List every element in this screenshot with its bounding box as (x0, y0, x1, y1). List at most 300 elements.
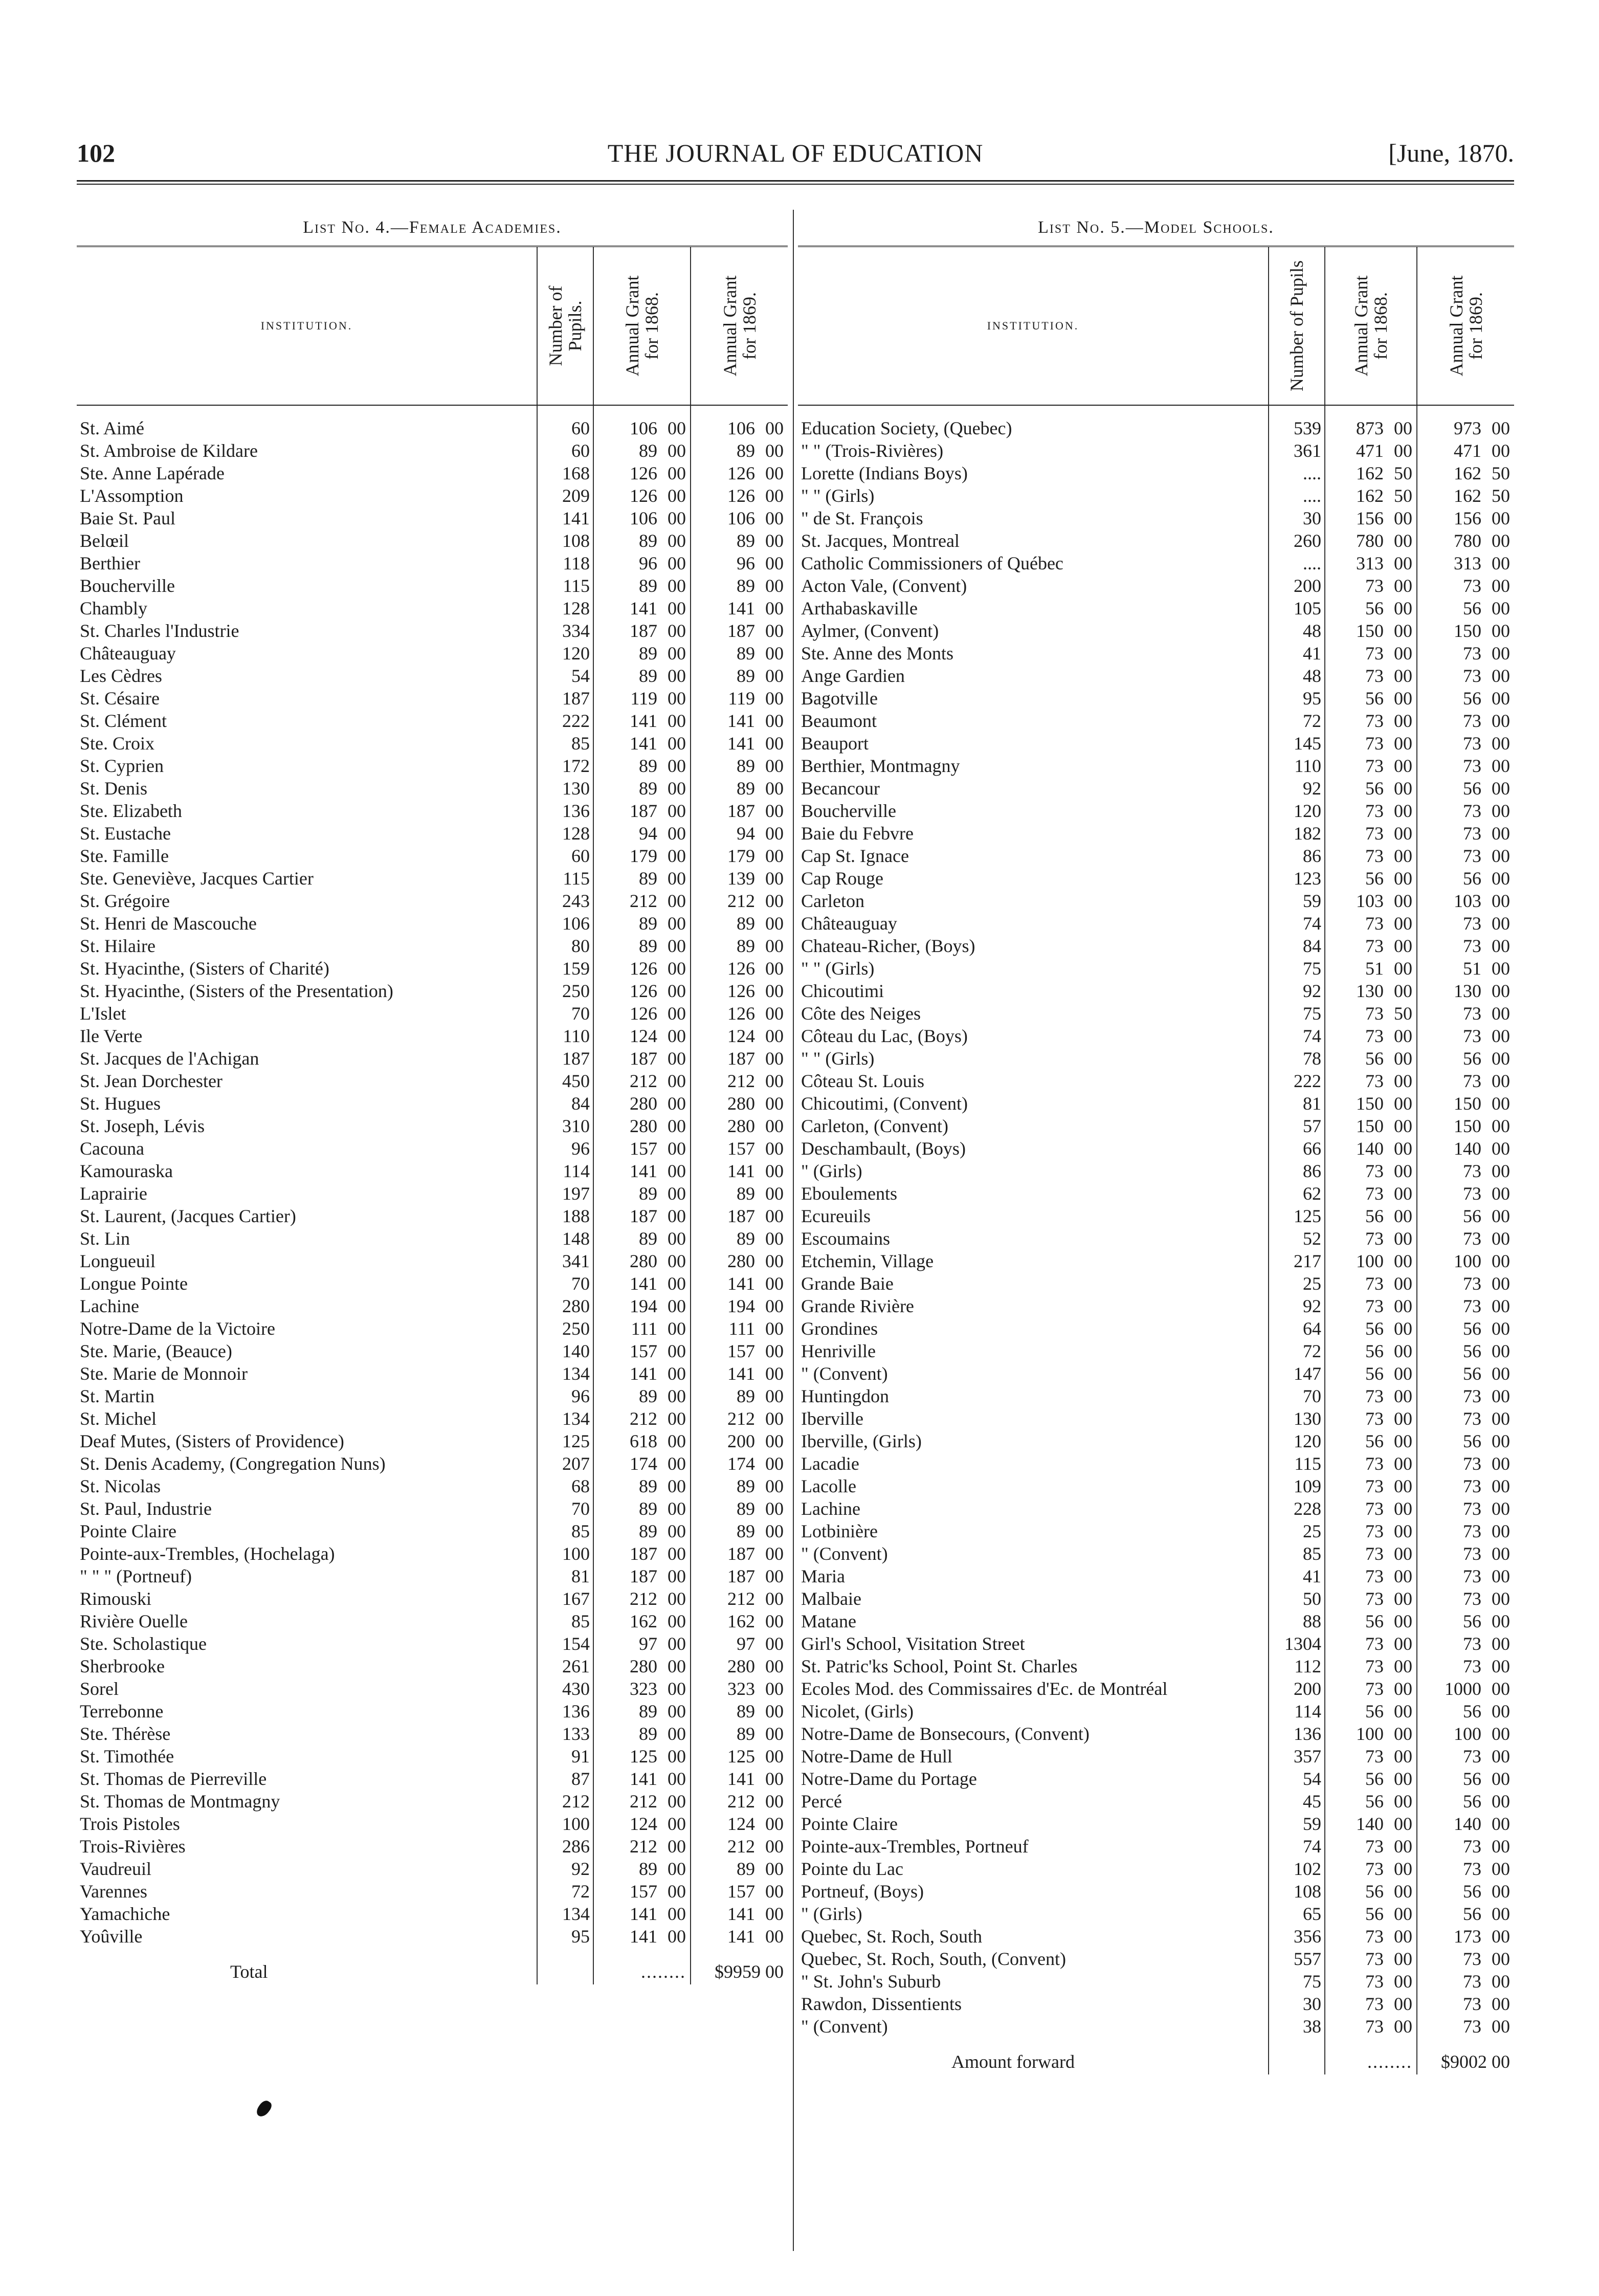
grant-1868-amount (593, 1723, 691, 1745)
grant-1868-dollars: 89 (639, 575, 657, 596)
grant-1869-dollars: 56 (1463, 1903, 1481, 1924)
journal-title: THE JOURNAL OF EDUCATION (607, 139, 984, 167)
grant-1869-cents: 00 (1492, 1048, 1510, 1069)
grant-1869-dollars: 126 (727, 980, 755, 1001)
grant-1869-amount (691, 642, 788, 665)
institution-name: Ste. Scholastique (80, 1633, 207, 1654)
pupils-count: .... (1269, 484, 1325, 507)
amount-forward-label: Amount forward (951, 2051, 1075, 2072)
grant-1869-cents: 00 (765, 1453, 784, 1474)
grant-1869-amount (1417, 1925, 1514, 1948)
grant-1868-cents: 00 (668, 688, 686, 709)
pupils-count: 109 (1269, 1475, 1325, 1497)
pupils-count: 70 (537, 1497, 593, 1520)
grant-1868-amount (1325, 1925, 1417, 1948)
pupils-count: 280 (537, 1295, 593, 1317)
institution-name: " " (Girls) (801, 1048, 875, 1069)
grant-1869-cents: 00 (1492, 1430, 1510, 1451)
grant-1869-dollars: 187 (727, 1543, 755, 1564)
institution-header: INSTITUTION. (798, 247, 1269, 405)
table-row (77, 890, 788, 912)
institution-name: St. Michel (80, 1408, 157, 1429)
grant-1868-amount (1325, 1880, 1417, 1903)
grant-1868-dollars: 96 (639, 553, 657, 573)
grant-1868-amount (593, 1272, 691, 1295)
grant-1868-dollars: 323 (630, 1678, 657, 1699)
grant-1869-amount (691, 1655, 788, 1677)
institution-name: St. Hugues (80, 1093, 161, 1114)
grant-1869-amount (691, 575, 788, 597)
grant-1868-amount (593, 620, 691, 642)
grant-1869-cents: 00 (1492, 710, 1510, 731)
grant-1869-dollars: 1000 (1445, 1678, 1481, 1699)
grant-1868-cents: 00 (668, 845, 686, 866)
grant-1869-dollars: 96 (737, 553, 755, 573)
table-row (798, 484, 1514, 507)
table-row (798, 800, 1514, 822)
grant-1869-dollars: 73 (1463, 755, 1481, 776)
grant-1869-amount (1417, 1317, 1514, 1340)
grant-1868-cents: 00 (668, 1205, 686, 1226)
grant-1869-cents: 00 (765, 1408, 784, 1429)
table-row (798, 1047, 1514, 1070)
grant-1869-dollars: 56 (1463, 778, 1481, 799)
grant-1869-dollars: 56 (1463, 1318, 1481, 1339)
grant-1869-amount (1417, 1205, 1514, 1227)
grant-1869-dollars: 103 (1454, 890, 1481, 911)
table-row (77, 1542, 788, 1565)
institution-name: St. Charles l'Industrie (80, 620, 239, 641)
grant-1869-dollars: 280 (727, 1250, 755, 1271)
grant-1869-cents: 00 (1492, 1813, 1510, 1834)
grant-1869-amount (691, 1115, 788, 1137)
pupils-count: 110 (537, 1025, 593, 1047)
institution-name: Notre-Dame de la Victoire (80, 1318, 276, 1339)
pupils-count: 92 (537, 1858, 593, 1880)
grant-1868-dollars: 150 (1356, 620, 1384, 641)
institution-name: Berthier, Montmagny (801, 755, 960, 776)
grant-1869-amount (691, 597, 788, 620)
grant-1869-cents: 00 (765, 1836, 784, 1857)
institution-name: Cacouna (80, 1138, 144, 1159)
institution-name: Châteauguay (801, 913, 897, 934)
grant-1868-dollars: 150 (1356, 1115, 1384, 1136)
table-row (798, 1677, 1514, 1700)
grant-1868-cents: 00 (668, 1881, 686, 1902)
grant-1868-cents: 00 (1394, 620, 1412, 641)
grant-1869-amount (691, 1880, 788, 1903)
table-row (77, 1903, 788, 1925)
grant-1868-cents: 00 (1394, 1273, 1412, 1294)
grant-1869-amount (1417, 1768, 1514, 1790)
grant-1869-amount (691, 1317, 788, 1340)
grant-1869-cents: 00 (1492, 1633, 1510, 1654)
grant-1868-amount (593, 1317, 691, 1340)
grant-1869-cents: 00 (1492, 2016, 1510, 2037)
grant-1869-amount (1417, 1745, 1514, 1768)
grant-1869-dollars: 162 (1454, 485, 1481, 506)
pupils-count: 286 (537, 1835, 593, 1858)
grant-1868-cents: 00 (668, 417, 686, 438)
grant-1868-cents: 00 (1394, 1543, 1412, 1564)
table-row (77, 800, 788, 822)
grant-1868-amount (1325, 1677, 1417, 1700)
grant-1868-amount (593, 1452, 691, 1475)
grant-1869-amount (691, 1768, 788, 1790)
institution-name: Carleton (801, 890, 864, 911)
institution-name: St. Martin (80, 1385, 155, 1406)
grant-1868-dollars: 56 (1365, 1610, 1384, 1631)
table-row (77, 1182, 788, 1205)
grant-1869-amount (1417, 1993, 1514, 2015)
grant-1869-dollars: 141 (727, 710, 755, 731)
pupils-count: 120 (537, 642, 593, 665)
grant-1869-cents: 00 (765, 1858, 784, 1879)
table-row (77, 1520, 788, 1542)
grant-1868-cents: 00 (1394, 890, 1412, 911)
model-schools-rows (798, 405, 1514, 2038)
grant-1869-amount (1417, 1970, 1514, 1993)
table-row (77, 1723, 788, 1745)
grant-1869-cents: 00 (1492, 1948, 1510, 1969)
grant-1868-cents: 00 (668, 1858, 686, 1879)
institution-name: Châteauguay (80, 643, 176, 664)
pupils-count: 108 (537, 529, 593, 552)
grant-1869-amount (1417, 1137, 1514, 1160)
institution-name: Boucherville (80, 575, 175, 596)
grant-1869-cents: 00 (1492, 1475, 1510, 1496)
female-academies-table (77, 246, 788, 1984)
pupils-count: 74 (1269, 912, 1325, 935)
grant-1869-amount (691, 405, 788, 439)
grant-1868-cents: 00 (668, 1633, 686, 1654)
grant-1869-dollars: 106 (727, 507, 755, 528)
grant-1869-dollars: 141 (727, 1160, 755, 1181)
grant-1869-amount (691, 1745, 788, 1768)
grant-1868-dollars: 471 (1356, 440, 1384, 461)
pupils-count: 136 (537, 800, 593, 822)
grant-1869-amount (691, 957, 788, 980)
grant-1869-amount (691, 1025, 788, 1047)
grant-1868-cents: 00 (668, 1813, 686, 1834)
pupils-count: 30 (1269, 507, 1325, 529)
grant-1868-dollars: 56 (1365, 598, 1384, 619)
pupils-count: 54 (1269, 1768, 1325, 1790)
institution-name: Arthabaskaville (801, 598, 918, 619)
institution-name: " " (Trois-Rivières) (801, 440, 944, 461)
grant-1868-cents: 00 (668, 935, 686, 956)
table-row (798, 1430, 1514, 1452)
grant-1869-dollars: 124 (727, 1025, 755, 1046)
pupils-count: 110 (1269, 755, 1325, 777)
grant-1868-cents: 00 (1394, 643, 1412, 664)
grant-1868-amount (1325, 800, 1417, 822)
grant-1868-dollars: 56 (1365, 1701, 1384, 1721)
institution-name: Education Society, (Quebec) (801, 417, 1012, 438)
grant-1868-dollars: 56 (1365, 1903, 1384, 1924)
grant-1869-dollars: 280 (727, 1115, 755, 1136)
institution-name: Ste. Croix (80, 733, 155, 754)
grant-1869-amount (1417, 2015, 1514, 2038)
grant-1868-amount (593, 439, 691, 462)
grant-1869-cents: 00 (1492, 1926, 1510, 1947)
grant-1868-cents: 00 (1394, 1498, 1412, 1519)
grant-1868-dollars: 56 (1365, 1318, 1384, 1339)
pupils-count: 130 (1269, 1407, 1325, 1430)
table-row (77, 1272, 788, 1295)
pupils-count: 100 (537, 1813, 593, 1835)
grant-1869-amount (691, 1295, 788, 1317)
pupils-count: 81 (1269, 1092, 1325, 1115)
grant-1869-cents: 00 (1492, 1655, 1510, 1676)
grant-1868-cents: 00 (1394, 1070, 1412, 1091)
grant-1868-dollars: 174 (630, 1453, 657, 1474)
grant-1869-dollars: 212 (727, 1070, 755, 1091)
grant-1868-amount (593, 1745, 691, 1768)
grant-1869-dollars: 126 (727, 485, 755, 506)
grant-1868-dollars: 212 (630, 890, 657, 911)
grant-1869-cents: 00 (765, 1588, 784, 1609)
grant-1869-dollars: 94 (737, 823, 755, 844)
grant-1868-cents: 00 (1394, 1723, 1412, 1744)
grant-1869-cents: 00 (1492, 1250, 1510, 1271)
table-row (77, 620, 788, 642)
grant-1868-dollars: 89 (639, 1858, 657, 1879)
institution-name: Laprairie (80, 1183, 147, 1204)
grant-1868-dollars: 73 (1365, 1385, 1384, 1406)
table-row (798, 867, 1514, 890)
grant-1868-cents: 00 (1394, 1903, 1412, 1924)
pupils-count: 25 (1269, 1520, 1325, 1542)
grant-1868-dollars: 124 (630, 1025, 657, 1046)
grant-1869-cents: 00 (1492, 755, 1510, 776)
grant-1869-dollars: 162 (1454, 462, 1481, 483)
grant-1869-dollars: 89 (737, 935, 755, 956)
pupils-count: 48 (1269, 665, 1325, 687)
table-row (77, 1025, 788, 1047)
grant-1868-dollars: 73 (1365, 2016, 1384, 2037)
grant-1869-cents: 00 (765, 1160, 784, 1181)
grant-1868-cents: 00 (668, 1070, 686, 1091)
table-row (798, 777, 1514, 800)
pupils-count: 134 (537, 1407, 593, 1430)
grant-1868-amount (593, 687, 691, 710)
grant-1869-cents: 00 (1492, 980, 1510, 1001)
grant-1869-dollars: 150 (1454, 1115, 1481, 1136)
grant-1869-cents: 00 (1492, 417, 1510, 438)
grant-1869-amount (1417, 1587, 1514, 1610)
grant-1869-dollars: 73 (1463, 665, 1481, 686)
grant-1869-header: Annual Grant for 1869. (691, 247, 788, 405)
pupils-count: 66 (1269, 1137, 1325, 1160)
grant-1868-dollars: 73 (1365, 1746, 1384, 1767)
grant-1869-dollars: 89 (737, 530, 755, 551)
grant-1868-cents: 00 (668, 1295, 686, 1316)
grant-1868-dollars: 73 (1365, 1926, 1384, 1947)
pupils-count: 128 (537, 597, 593, 620)
table-row (798, 1880, 1514, 1903)
table-row (77, 935, 788, 957)
grant-1868-cents: 00 (668, 800, 686, 821)
grant-1868-cents: 00 (668, 1183, 686, 1204)
grant-1869-dollars: 89 (737, 913, 755, 934)
institution-name: St. Hyacinthe, (Sisters of Charité) (80, 958, 329, 979)
grant-1869-dollars: 89 (737, 440, 755, 461)
grant-1869-cents: 00 (765, 417, 784, 438)
table-row (798, 1115, 1514, 1137)
grant-1869-cents: 00 (765, 1475, 784, 1496)
grant-1869-dollars: 73 (1463, 1003, 1481, 1024)
grant-1869-cents: 00 (765, 733, 784, 754)
grant-1868-cents: 00 (1394, 913, 1412, 934)
pupils-count: .... (1269, 552, 1325, 575)
grant-1869-amount (691, 1813, 788, 1835)
grant-1869-cents: 00 (1492, 530, 1510, 551)
table-row (798, 1520, 1514, 1542)
pupils-count: 361 (1269, 439, 1325, 462)
pupils-count: 105 (1269, 597, 1325, 620)
institution-name: Eboulements (801, 1183, 897, 1204)
pupils-count: 95 (537, 1925, 593, 1948)
grant-1869-amount (691, 732, 788, 755)
grant-1868-dollars: 73 (1365, 1588, 1384, 1609)
institution-name: Pointe Claire (80, 1520, 176, 1541)
grant-1868-amount (1325, 1587, 1417, 1610)
grant-1869-dollars: 124 (727, 1813, 755, 1834)
pupils-count: 41 (1269, 1565, 1325, 1587)
grant-1868-amount (1325, 1903, 1417, 1925)
grant-1868-dollars: 125 (630, 1746, 657, 1767)
grant-1869-amount (1417, 1250, 1514, 1272)
grant-1868-amount (1325, 1250, 1417, 1272)
pupils-count: 167 (537, 1587, 593, 1610)
grant-1868-cents: 00 (668, 913, 686, 934)
institution-name: Iberville (801, 1408, 863, 1429)
grant-1868-dollars: 141 (630, 733, 657, 754)
grant-1869-cents: 00 (765, 755, 784, 776)
pupils-count: 41 (1269, 642, 1325, 665)
grant-1868-cents: 00 (1394, 1858, 1412, 1879)
grant-1868-cents: 00 (668, 1318, 686, 1339)
grant-1869-cents: 00 (765, 845, 784, 866)
grant-1869-dollars: 141 (727, 598, 755, 619)
grant-1868-dollars: 73 (1365, 1295, 1384, 1316)
pupils-count: 60 (537, 845, 593, 867)
grant-1868-header: Annual Grant for 1868. (593, 247, 691, 405)
grant-1868-dollars: 89 (639, 1520, 657, 1541)
grant-1869-amount (1417, 845, 1514, 867)
table-row (77, 957, 788, 980)
grant-1868-cents: 00 (668, 1520, 686, 1541)
grant-1868-amount (593, 1002, 691, 1025)
grant-1869-dollars: 126 (727, 1003, 755, 1024)
grant-1869-cents: 00 (765, 1070, 784, 1091)
institution-name: Acton Vale, (Convent) (801, 575, 967, 596)
grant-1868-amount (1325, 777, 1417, 800)
grant-1869-amount (691, 1565, 788, 1587)
grant-1869-amount (1417, 1025, 1514, 1047)
table-row (798, 710, 1514, 732)
table-row (798, 1250, 1514, 1272)
pupils-count: 48 (1269, 620, 1325, 642)
grant-1869-dollars: 323 (727, 1678, 755, 1699)
grant-1869-cents: 00 (1492, 1971, 1510, 1992)
pupils-count: 102 (1269, 1858, 1325, 1880)
institution-name: Boucherville (801, 800, 896, 821)
grant-1869-amount (1417, 1227, 1514, 1250)
grant-1869-cents: 00 (765, 1791, 784, 1812)
grant-1869-amount (691, 777, 788, 800)
table-row (77, 867, 788, 890)
table-row (798, 1587, 1514, 1610)
grant-1869-cents: 00 (1492, 507, 1510, 528)
grant-1869-amount (691, 1723, 788, 1745)
institution-name: Kamouraska (80, 1160, 173, 1181)
table-row (77, 980, 788, 1002)
institution-name: Lacadie (801, 1453, 859, 1474)
grant-1868-amount (1325, 620, 1417, 642)
grant-1868-cents: 00 (668, 507, 686, 528)
grant-1868-dollars: 89 (639, 1183, 657, 1204)
grant-1868-dollars: 56 (1365, 1791, 1384, 1812)
grant-1868-dollars: 162 (1356, 462, 1384, 483)
table-row (798, 890, 1514, 912)
grant-1868-amount (1325, 1520, 1417, 1542)
grant-1869-dollars: 187 (727, 1048, 755, 1069)
grant-1869-cents: 00 (765, 1565, 784, 1586)
grant-1869-cents: 00 (1492, 958, 1510, 979)
table-row (798, 1340, 1514, 1362)
table-row (798, 845, 1514, 867)
grant-1868-amount (1325, 867, 1417, 890)
pupils-count: 450 (537, 1070, 593, 1092)
grant-1868-dollars: 73 (1365, 1070, 1384, 1091)
grant-1869-cents: 00 (1492, 733, 1510, 754)
grant-1868-dollars: 73 (1365, 665, 1384, 686)
grant-1869-cents: 00 (1492, 1746, 1510, 1767)
grant-1869-dollars: 212 (727, 1588, 755, 1609)
pupils-count: 125 (537, 1430, 593, 1452)
grant-1869-amount (1417, 1092, 1514, 1115)
grant-1868-cents: 00 (1394, 1115, 1412, 1136)
grant-1868-amount (593, 462, 691, 484)
grant-1869-cents: 00 (1492, 1520, 1510, 1541)
table-row (77, 1700, 788, 1723)
grant-1868-dollars: 73 (1365, 1836, 1384, 1857)
institution-name: Percé (801, 1791, 842, 1812)
grant-1868-dollars: 313 (1356, 553, 1384, 573)
grant-1869-dollars: 73 (1463, 1993, 1481, 2014)
grant-1868-dollars: 73 (1365, 1520, 1384, 1541)
table-row (77, 1407, 788, 1430)
grant-1868-amount (593, 1835, 691, 1858)
institution-name: Ecureuils (801, 1205, 871, 1226)
grant-1868-cents: 00 (1394, 1655, 1412, 1676)
pupils-count: 25 (1269, 1272, 1325, 1295)
table-row (77, 1565, 788, 1587)
table-row (77, 822, 788, 845)
grant-1869-amount (691, 845, 788, 867)
grant-1868-dollars: 73 (1365, 1678, 1384, 1699)
pupils-count: 112 (1269, 1655, 1325, 1677)
institution-name: Pointe Claire (801, 1813, 898, 1834)
institution-name: " (Convent) (801, 1363, 888, 1384)
grant-1868-amount (1325, 1813, 1417, 1835)
institution-name: St. Clément (80, 710, 167, 731)
grant-1868-dollars: 89 (639, 913, 657, 934)
grant-1868-amount (1325, 912, 1417, 935)
grant-1869-cents: 00 (1492, 440, 1510, 461)
